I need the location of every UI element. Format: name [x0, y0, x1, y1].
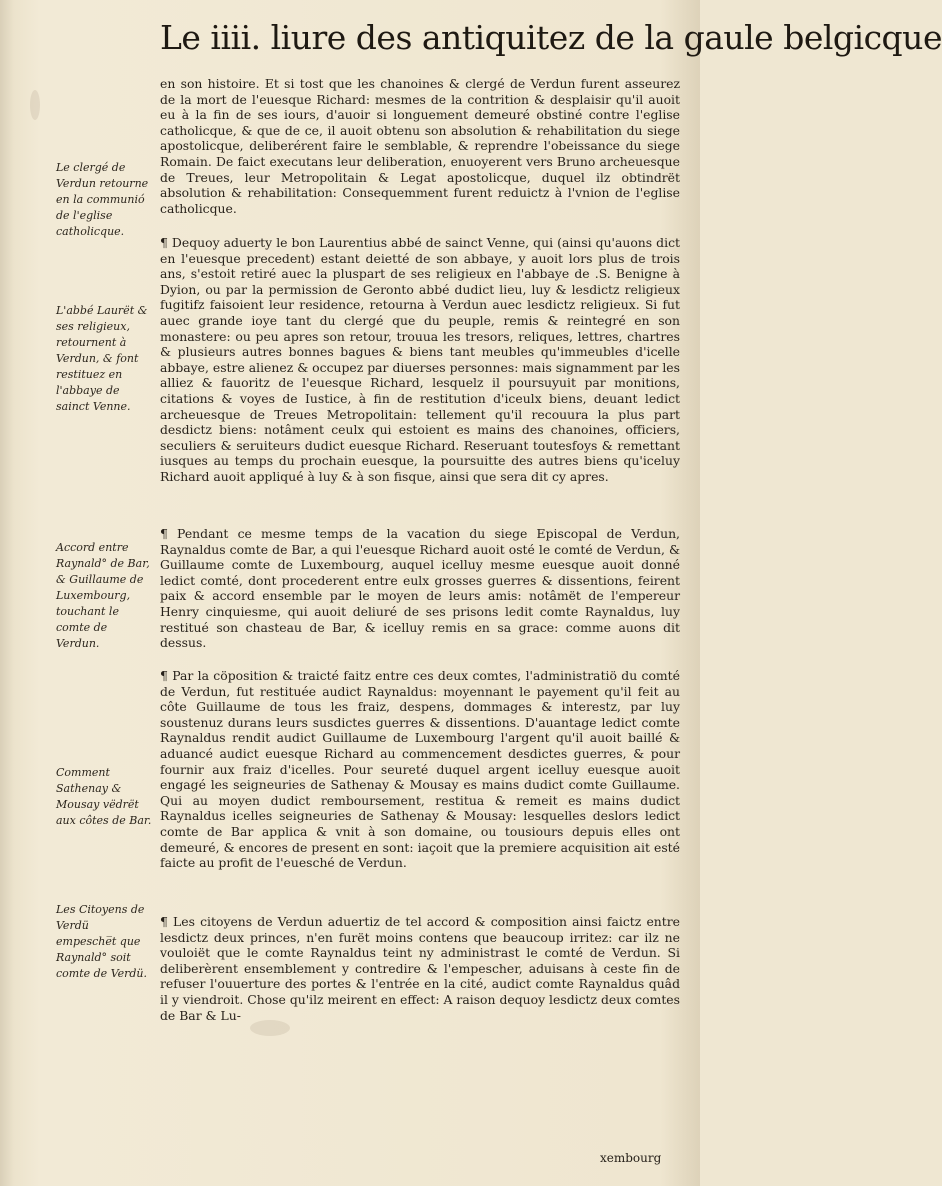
paper-stain [30, 90, 40, 120]
paragraph: en son histoire. Et si tost que les chanoines & clergé de Verdun furent asseurez de la mort de l'euesque Richard: mesmes de la contrition & desplaisir qu'il auoit eu à la fin de ses iours, d'auoir si longuement demeuré obstiné contre l'eglise catholicque, & que de ce, il auoit obtenu son absolution & rehabilitation du siege apostolicque, deliberérent faire le semblable, & reprendre l'obeissance du siege Romain. De faict executans leur deliberation, enuoyerent vers Bruno archeuesque de Treues, leur Metropolitain & Legat apostolicque, duquel ilz obtindrët absolution & rehabilitation: Consequemment furent reduictz à l'vnion de l'eglise catholicque. [160, 76, 680, 216]
margin-note: L'abbé Laurët & ses religieux, retournent à Verdun, & font restituez en l'abbaye de sainct Venne. [56, 304, 148, 413]
margin-note: Le clergé de Verdun retourne en la communió de l'eglise catholicque. [56, 161, 149, 238]
paragraph: ¶ Dequoy aduerty le bon Laurentius abbé de sainct Venne, qui (ainsi qu'auons dict en l'euesque precedent) estant deietté de son abbaye, y auoit lors plus de trois ans, s'estoit retiré auec la pluspart de ses religieux en l'abbaye de .S. Benigne à Dyion, ou par la permission de Geronto abbé dudict lieu, luy & lesdictz religieux fugitifz faisoient leur residence, retourna à Verdun auec lesdictz religieux. Si fut auec grande ioye tant du clergé que du peuple, remis & reintegré en son monastere: ou peu apres son retour, trouua les tresors, reliques, lettres, chartres & plusieurs autres bonnes bagues & biens tant meubles qu'immeubles d'icelle abbaye, estre alienez & occupez par diuerses personnes: mais signamment par les alliez & fauoritz de l'euesque Richard, lesquelz il poursuyuit par monitions, citations & voyes de Iustice, à fin de restitution d'iceulx biens, deuant ledict archeuesque de Treues Metropolitain: tellement qu'il recouura la plus part desdictz biens: notâment ceulx qui estoient es mains des chanoines, officiers, seculiers & seruiteurs dudict euesque Richard. Reseruant toutesfoys & remettant iusques au temps du prochain euesque, la poursuitte des autres biens qu'iceluy Richard auoit appliqué à luy & à son fisque, ainsi que sera dit cy apres. [160, 235, 680, 484]
margin-note: Comment Sathenay & Mousay vëdrët aux côtes de Bar. [56, 766, 152, 827]
paper-stain [250, 1020, 290, 1036]
catchword: xembourg [600, 1151, 662, 1165]
paragraph: ¶ Pendant ce mesme temps de la vacation du siege Episcopal de Verdun, Raynaldus comte de Bar, a qui l'euesque Richard auoit osté le comté de Verdun, & Guillaume comte de Luxembourg, auquel icelluy mesme euesque auoit donné ledict comté, dont procederent entre eulx grosses guerres & dissentions, feirent paix & accord ensemble par le moyen de leurs amis: notâmët de l'empereur Henry cinquiesme, qui auoit deliuré de ses prisons ledit comte Raynaldus, luy restitué son chasteau de Bar, & icelluy remis en sa grace: comme auons dit dessus. [160, 526, 680, 651]
paragraph: ¶ Par la cöposition & traicté faitz entre ces deux comtes, l'administratiö du comté de Verdun, fut restituée audict Raynaldus: moyennant le payement qu'il feit au côte Guillaume de tous les fraiz, despens, dommages & interestz, par luy soustenuz durans leurs susdictes guerres & dissentions. D'auantage ledict comte Raynaldus rendit audict Guillaume de Luxembourg l'argent qu'il auoit baillé & aduancé audict euesque Richard au commencement desdictes guerres, & pour fournir aux fraiz d'icelles. Pour seureté duquel argent icelluy euesque auoit engagé les seigneuries de Sathenay & Mousay es mains dudict comte Guillaume. Qui au moyen dudict remboursement, restitua & remeit es mains dudict Raynaldus icelles seigneuries de Sathenay & Mousay: lesquelles deslors ledict comte de Bar applica & vnit à son domaine, ou tousiours depuis elles ont demeuré, & encores de present en sont: iaçoit que la premiere acquisition ait esté faicte au profit de l'euesché de Verdun. [160, 668, 680, 871]
margin-note: Accord entre Raynald° de Bar, & Guillaume de Luxembourg, touchant le comte de Verdun. [56, 541, 150, 650]
running-header: Le iiii. liure des antiquitez de la gaule belgicque [160, 18, 942, 57]
margin-note: Les Citoyens de Verdü empesche̅t que Raynald° soit comte de Verdü. [56, 903, 148, 980]
paragraph: ¶ Les citoyens de Verdun aduertiz de tel accord & composition ainsi faictz entre lesdictz deux princes, n'en furët moins contens que beaucoup irritez: car ilz ne vouloiët que le comte Raynaldus teint ny administrast le comté de Verdun. Si deliberèrent ensemblement y contredire & l'empescher, aduisans à ceste fin de refuser l'ouuerture des portes & l'entrée en la cité, audict comte Raynaldus quâd il y viendroit. Chose qu'ilz meirent en effect: A raison dequoy lesdictz deux comtes de Bar & Lu- [160, 914, 680, 1023]
